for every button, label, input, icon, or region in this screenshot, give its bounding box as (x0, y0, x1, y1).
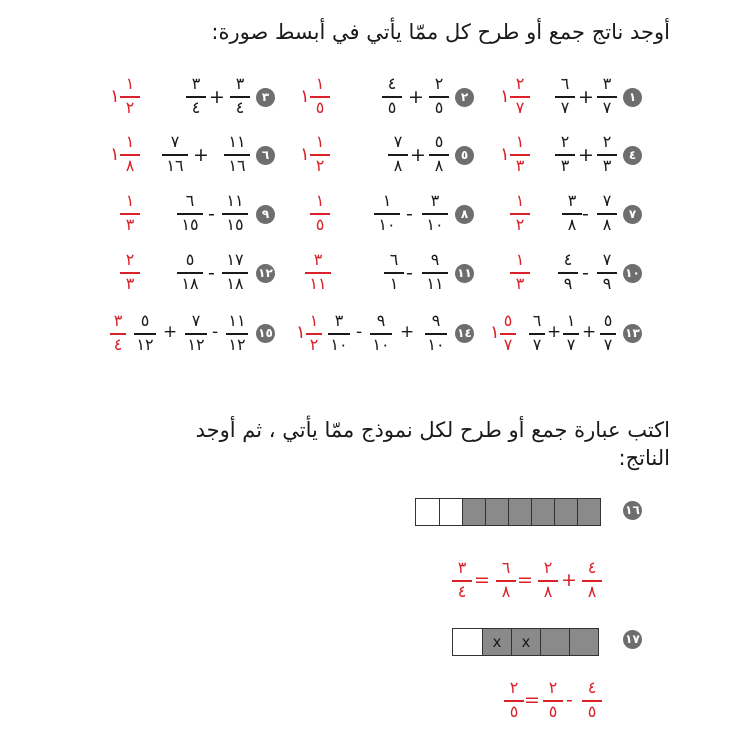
answer-2-fraction: ١ ٥ (308, 74, 332, 118)
minus-sign: - (582, 203, 589, 225)
problem-number-10: ١٠ (623, 264, 642, 283)
minus-sign: - (582, 262, 589, 284)
answer-4-whole: ١ (500, 144, 510, 165)
fraction-15c: ٥ ١٢ (132, 311, 158, 355)
fraction-7b: ٣ ٨ (560, 191, 584, 235)
answer-14-whole: ١ (296, 322, 306, 343)
problem-number-7: ٧ (623, 205, 642, 224)
plus-sign: + (408, 86, 424, 108)
answer-16-f4: ٣ ٤ (450, 558, 474, 602)
problem-number-15: ١٥ (256, 324, 275, 343)
fraction-model-17 (452, 628, 599, 656)
model-cell-crossed: x (511, 629, 540, 655)
problem-number-11: ١١ (455, 264, 474, 283)
answer-17-f1: ٤ ٥ (580, 678, 604, 722)
fraction-9a: ١١ ١٥ (220, 191, 250, 235)
model-cell-shaded (569, 629, 598, 655)
answer-6-fraction: ١ ٨ (118, 132, 142, 176)
minus-sign: - (406, 203, 413, 225)
answer-5-fraction: ١ ٢ (308, 132, 332, 176)
answer-1-whole: ١ (500, 86, 510, 107)
model-cell-shaded (554, 499, 577, 525)
plus-sign: + (209, 86, 225, 108)
answer-17-f3: ٢ ٥ (502, 678, 526, 722)
problem-number-3: ٣ (256, 88, 275, 107)
fraction-12b: ٥ ١٨ (175, 250, 205, 294)
answer-9-fraction: ١ ٣ (118, 191, 142, 235)
fraction-14b: ٩ ١٠ (368, 311, 394, 355)
answer-7-fraction: ١ ٢ (508, 191, 532, 235)
answer-1-fraction: ٢ ٧ (508, 74, 532, 118)
fraction-15b: ٧ ١٢ (183, 311, 209, 355)
fraction-14a: ٩ ١٠ (423, 311, 449, 355)
fraction-3a: ٣ ٤ (228, 74, 252, 118)
model-cell-shaded (462, 499, 485, 525)
model-cell-shaded (577, 499, 600, 525)
answer-11-fraction: ٣ ١١ (303, 250, 333, 294)
model-cell-shaded (540, 629, 569, 655)
answer-3-fraction: ١ ٢ (118, 74, 142, 118)
plus-sign: + (561, 569, 577, 591)
answer-13-fraction: ٥ ٧ (498, 311, 518, 355)
fraction-5a: ٥ ٨ (427, 132, 451, 176)
fraction-7a: ٧ ٨ (595, 191, 619, 235)
equals-sign: = (517, 569, 533, 591)
fraction-8a: ٣ ١٠ (420, 191, 450, 235)
minus-sign: - (212, 322, 219, 342)
answer-16-f2: ٢ ٨ (536, 558, 560, 602)
answer-13-whole: ١ (490, 322, 500, 343)
answer-2-whole: ١ (300, 86, 310, 107)
fraction-1a: ٣ ٧ (595, 74, 619, 118)
model-cell-unshaded (439, 499, 462, 525)
model-cell-shaded (531, 499, 554, 525)
plus-sign: + (582, 322, 597, 342)
answer-16-f3: ٦ ٨ (494, 558, 518, 602)
fraction-15a: ١١ ١٢ (224, 311, 250, 355)
problem-number-14: ١٤ (455, 324, 474, 343)
problem-number-17: ١٧ (623, 630, 642, 649)
answer-5-whole: ١ (300, 144, 310, 165)
fraction-13a: ٥ ٧ (598, 311, 618, 355)
plus-sign: + (400, 322, 415, 342)
problem-number-1: ١ (623, 88, 642, 107)
problem-number-9: ٩ (256, 205, 275, 224)
minus-sign: - (208, 262, 215, 284)
fraction-5b: ٧ ٨ (386, 132, 410, 176)
minus-sign: - (208, 203, 215, 225)
answer-4-fraction: ١ ٣ (508, 132, 532, 176)
fraction-11b: ٦ ١ (382, 250, 406, 294)
fraction-6a: ١١ ١٦ (222, 132, 252, 176)
model-cell-crossed: x (482, 629, 511, 655)
problem-number-5: ٥ (455, 146, 474, 165)
problem-number-2: ٢ (455, 88, 474, 107)
model-cell-shaded (485, 499, 508, 525)
fraction-4a: ٢ ٣ (595, 132, 619, 176)
equals-sign: = (474, 569, 490, 591)
answer-3-whole: ١ (110, 86, 120, 107)
problem-number-16: ١٦ (623, 501, 642, 520)
fraction-6b: ٧ ١٦ (160, 132, 190, 176)
fraction-1b: ٦ ٧ (553, 74, 577, 118)
fraction-11a: ٩ ١١ (420, 250, 450, 294)
answer-10-fraction: ١ ٣ (508, 250, 532, 294)
fraction-2a: ٢ ٥ (427, 74, 451, 118)
problem-number-4: ٤ (623, 146, 642, 165)
fraction-8b: ١ ١٠ (372, 191, 402, 235)
fraction-13c: ٦ ٧ (527, 311, 547, 355)
answer-16-f1: ٤ ٨ (580, 558, 604, 602)
instruction-heading-2-line1: اكتب عبارة جمع أو طرح لكل نموذج ممّا يأتي ، ثم أوجد (195, 418, 670, 442)
plus-sign: + (547, 322, 562, 342)
answer-15-fraction: ٣ ٤ (108, 311, 128, 355)
fraction-14c: ٣ ١٠ (326, 311, 352, 355)
plus-sign: + (193, 144, 209, 166)
fraction-model-16 (415, 498, 601, 526)
answer-8-fraction: ١ ٥ (308, 191, 332, 235)
fraction-4b: ٢ ٣ (553, 132, 577, 176)
answer-6-whole: ١ (110, 144, 120, 165)
fraction-3b: ٣ ٤ (184, 74, 208, 118)
answer-17-f2: ٢ ٥ (541, 678, 565, 722)
model-cell-unshaded (453, 629, 482, 655)
plus-sign: + (578, 86, 594, 108)
plus-sign: + (410, 144, 426, 166)
fraction-10a: ٧ ٩ (595, 250, 619, 294)
fraction-12a: ١٧ ١٨ (220, 250, 250, 294)
instruction-heading-1: أوجد ناتج جمع أو طرح كل ممّا يأتي في أبسط صورة: (211, 20, 670, 44)
model-cell-unshaded (416, 499, 439, 525)
problem-number-13: ١٣ (623, 324, 642, 343)
answer-12-fraction: ٢ ٣ (118, 250, 142, 294)
answer-14-fraction: ١ ٢ (304, 311, 324, 355)
plus-sign: + (163, 322, 178, 342)
fraction-10b: ٤ ٩ (556, 250, 580, 294)
problem-number-12: ١٢ (256, 264, 275, 283)
equals-sign: = (524, 689, 540, 711)
instruction-heading-2-line2: الناتج: (618, 446, 670, 470)
minus-sign: - (566, 689, 573, 711)
minus-sign: - (406, 262, 413, 284)
plus-sign: + (578, 144, 594, 166)
model-cell-shaded (508, 499, 531, 525)
fraction-2b: ٤ ٥ (380, 74, 404, 118)
fraction-9b: ٦ ١٥ (175, 191, 205, 235)
problem-number-8: ٨ (455, 205, 474, 224)
minus-sign: - (356, 322, 363, 342)
problem-number-6: ٦ (256, 146, 275, 165)
fraction-13b: ١ ٧ (561, 311, 581, 355)
